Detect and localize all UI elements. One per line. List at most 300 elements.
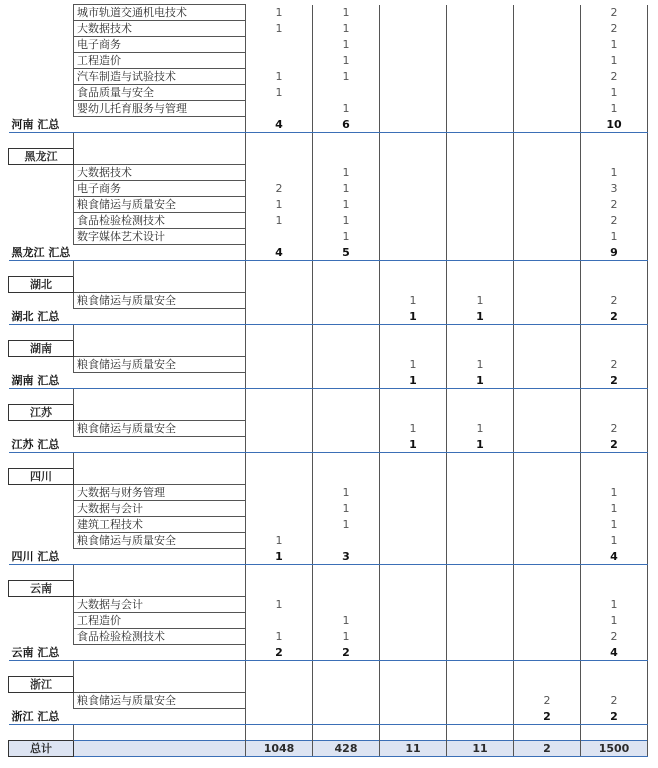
value-cell[interactable] [514, 597, 581, 613]
value-cell[interactable] [447, 613, 514, 629]
value-cell[interactable]: 1 [447, 437, 514, 453]
value-cell[interactable] [514, 405, 581, 421]
major-cell[interactable]: 粮食储运与质量安全 [74, 693, 246, 709]
value-cell[interactable] [514, 725, 581, 741]
province-cell[interactable] [9, 485, 74, 501]
value-cell[interactable] [514, 197, 581, 213]
value-cell[interactable]: 1 [313, 213, 380, 229]
major-cell[interactable]: 建筑工程技术 [74, 517, 246, 533]
province-cell[interactable] [9, 597, 74, 613]
value-cell[interactable] [514, 69, 581, 85]
value-cell[interactable]: 428 [313, 741, 380, 757]
value-cell[interactable] [447, 325, 514, 341]
value-cell[interactable] [380, 197, 447, 213]
value-cell[interactable] [313, 677, 380, 693]
value-cell[interactable]: 2 [581, 629, 648, 645]
value-cell[interactable]: 1 [246, 533, 313, 549]
value-cell[interactable] [380, 549, 447, 565]
value-cell[interactable] [514, 213, 581, 229]
value-cell[interactable]: 1 [581, 613, 648, 629]
value-cell[interactable] [380, 725, 447, 741]
major-cell[interactable]: 大数据技术 [74, 165, 246, 181]
value-cell[interactable]: 1 [581, 501, 648, 517]
value-cell[interactable] [514, 437, 581, 453]
value-cell[interactable]: 1 [313, 69, 380, 85]
value-cell[interactable]: 2 [246, 645, 313, 661]
value-cell[interactable] [447, 261, 514, 277]
province-label[interactable]: 湖北 [9, 277, 74, 293]
value-cell[interactable] [380, 261, 447, 277]
value-cell[interactable]: 9 [581, 245, 648, 261]
province-label[interactable]: 湖南 [9, 341, 74, 357]
grand-total-label[interactable]: 总计 [9, 741, 74, 757]
province-cell[interactable] [9, 725, 74, 741]
value-cell[interactable]: 1 [313, 517, 380, 533]
value-cell[interactable]: 1 [380, 357, 447, 373]
value-cell[interactable] [380, 709, 447, 725]
major-cell[interactable] [74, 325, 246, 341]
value-cell[interactable]: 11 [447, 741, 514, 757]
value-cell[interactable] [447, 181, 514, 197]
major-cell[interactable] [74, 437, 246, 453]
value-cell[interactable]: 1 [313, 197, 380, 213]
value-cell[interactable] [447, 389, 514, 405]
value-cell[interactable] [246, 389, 313, 405]
value-cell[interactable]: 6 [313, 117, 380, 133]
value-cell[interactable]: 1 [313, 629, 380, 645]
major-cell[interactable]: 电子商务 [74, 37, 246, 53]
value-cell[interactable]: 3 [313, 549, 380, 565]
major-cell[interactable] [74, 565, 246, 581]
value-cell[interactable]: 2 [581, 421, 648, 437]
value-cell[interactable] [447, 69, 514, 85]
province-cell[interactable] [9, 533, 74, 549]
province-cell[interactable] [9, 517, 74, 533]
major-cell[interactable] [74, 741, 246, 757]
subtotal-label[interactable]: 浙江 汇总 [9, 709, 74, 725]
province-cell[interactable] [9, 165, 74, 181]
value-cell[interactable] [447, 725, 514, 741]
value-cell[interactable]: 3 [581, 181, 648, 197]
value-cell[interactable] [514, 325, 581, 341]
province-label[interactable]: 云南 [9, 581, 74, 597]
value-cell[interactable] [380, 69, 447, 85]
value-cell[interactable] [313, 277, 380, 293]
value-cell[interactable]: 1 [313, 181, 380, 197]
value-cell[interactable] [447, 405, 514, 421]
value-cell[interactable] [313, 469, 380, 485]
value-cell[interactable] [514, 645, 581, 661]
major-cell[interactable]: 汽车制造与试验技术 [74, 69, 246, 85]
value-cell[interactable] [313, 261, 380, 277]
value-cell[interactable]: 1 [313, 485, 380, 501]
value-cell[interactable] [380, 149, 447, 165]
major-cell[interactable]: 食品检验检测技术 [74, 629, 246, 645]
major-cell[interactable] [74, 453, 246, 469]
value-cell[interactable] [246, 709, 313, 725]
value-cell[interactable] [380, 85, 447, 101]
value-cell[interactable] [246, 437, 313, 453]
value-cell[interactable] [447, 117, 514, 133]
value-cell[interactable] [380, 453, 447, 469]
province-cell[interactable] [9, 613, 74, 629]
value-cell[interactable] [514, 5, 581, 21]
value-cell[interactable] [447, 213, 514, 229]
value-cell[interactable] [313, 437, 380, 453]
value-cell[interactable]: 2 [581, 293, 648, 309]
province-label[interactable]: 江苏 [9, 405, 74, 421]
value-cell[interactable]: 2 [514, 709, 581, 725]
major-cell[interactable] [74, 725, 246, 741]
value-cell[interactable] [514, 21, 581, 37]
value-cell[interactable] [514, 85, 581, 101]
value-cell[interactable]: 1 [246, 69, 313, 85]
value-cell[interactable] [380, 405, 447, 421]
value-cell[interactable]: 2 [581, 213, 648, 229]
value-cell[interactable] [246, 309, 313, 325]
value-cell[interactable] [380, 565, 447, 581]
value-cell[interactable] [514, 469, 581, 485]
value-cell[interactable] [380, 341, 447, 357]
value-cell[interactable] [514, 565, 581, 581]
value-cell[interactable] [246, 485, 313, 501]
subtotal-label[interactable]: 云南 汇总 [9, 645, 74, 661]
major-cell[interactable]: 工程造价 [74, 613, 246, 629]
value-cell[interactable] [581, 341, 648, 357]
value-cell[interactable]: 4 [581, 549, 648, 565]
value-cell[interactable] [313, 133, 380, 149]
value-cell[interactable] [246, 229, 313, 245]
province-cell[interactable] [9, 357, 74, 373]
major-cell[interactable] [74, 261, 246, 277]
value-cell[interactable] [447, 85, 514, 101]
value-cell[interactable] [246, 661, 313, 677]
value-cell[interactable] [380, 245, 447, 261]
value-cell[interactable]: 1 [246, 213, 313, 229]
value-cell[interactable]: 1 [380, 293, 447, 309]
value-cell[interactable]: 1 [313, 501, 380, 517]
value-cell[interactable] [514, 165, 581, 181]
value-cell[interactable]: 2 [581, 5, 648, 21]
value-cell[interactable] [514, 661, 581, 677]
value-cell[interactable] [380, 229, 447, 245]
major-cell[interactable] [74, 245, 246, 261]
value-cell[interactable] [447, 549, 514, 565]
value-cell[interactable]: 1 [246, 597, 313, 613]
value-cell[interactable] [246, 341, 313, 357]
value-cell[interactable]: 2 [581, 69, 648, 85]
value-cell[interactable] [380, 117, 447, 133]
province-cell[interactable] [9, 661, 74, 677]
value-cell[interactable]: 2 [581, 437, 648, 453]
value-cell[interactable]: 2 [514, 741, 581, 757]
value-cell[interactable] [514, 309, 581, 325]
value-cell[interactable] [380, 53, 447, 69]
value-cell[interactable] [380, 501, 447, 517]
major-cell[interactable] [74, 405, 246, 421]
value-cell[interactable]: 4 [246, 117, 313, 133]
value-cell[interactable]: 1 [581, 229, 648, 245]
value-cell[interactable]: 1 [447, 293, 514, 309]
value-cell[interactable] [581, 389, 648, 405]
value-cell[interactable] [514, 501, 581, 517]
value-cell[interactable]: 1 [313, 165, 380, 181]
value-cell[interactable] [380, 645, 447, 661]
value-cell[interactable] [246, 261, 313, 277]
value-cell[interactable] [581, 661, 648, 677]
value-cell[interactable] [246, 37, 313, 53]
province-cell[interactable] [9, 37, 74, 53]
value-cell[interactable] [246, 293, 313, 309]
value-cell[interactable] [380, 5, 447, 21]
value-cell[interactable]: 1 [313, 5, 380, 21]
subtotal-label[interactable]: 黑龙江 汇总 [9, 245, 74, 261]
major-cell[interactable]: 粮食储运与质量安全 [74, 421, 246, 437]
value-cell[interactable] [581, 405, 648, 421]
value-cell[interactable] [447, 341, 514, 357]
value-cell[interactable] [246, 469, 313, 485]
subtotal-label[interactable]: 四川 汇总 [9, 549, 74, 565]
value-cell[interactable]: 2 [581, 197, 648, 213]
value-cell[interactable] [447, 101, 514, 117]
major-cell[interactable] [74, 677, 246, 693]
value-cell[interactable]: 1 [380, 421, 447, 437]
value-cell[interactable] [246, 357, 313, 373]
major-cell[interactable] [74, 373, 246, 389]
major-cell[interactable]: 工程造价 [74, 53, 246, 69]
province-label[interactable]: 浙江 [9, 677, 74, 693]
value-cell[interactable]: 1 [581, 517, 648, 533]
value-cell[interactable] [581, 469, 648, 485]
value-cell[interactable] [581, 581, 648, 597]
subtotal-label[interactable]: 江苏 汇总 [9, 437, 74, 453]
major-cell[interactable] [74, 581, 246, 597]
value-cell[interactable] [313, 597, 380, 613]
value-cell[interactable] [246, 101, 313, 117]
value-cell[interactable]: 1 [246, 197, 313, 213]
province-cell[interactable] [9, 261, 74, 277]
value-cell[interactable] [447, 149, 514, 165]
value-cell[interactable]: 1 [581, 37, 648, 53]
value-cell[interactable] [514, 373, 581, 389]
value-cell[interactable]: 1 [581, 53, 648, 69]
province-label[interactable]: 四川 [9, 469, 74, 485]
value-cell[interactable]: 1 [581, 101, 648, 117]
value-cell[interactable] [447, 645, 514, 661]
value-cell[interactable] [514, 101, 581, 117]
value-cell[interactable] [514, 37, 581, 53]
value-cell[interactable] [581, 453, 648, 469]
value-cell[interactable] [380, 485, 447, 501]
value-cell[interactable] [380, 325, 447, 341]
province-cell[interactable] [9, 101, 74, 117]
value-cell[interactable]: 1 [380, 437, 447, 453]
value-cell[interactable]: 2 [313, 645, 380, 661]
value-cell[interactable] [313, 309, 380, 325]
value-cell[interactable] [246, 277, 313, 293]
value-cell[interactable] [514, 341, 581, 357]
major-cell[interactable]: 数字媒体艺术设计 [74, 229, 246, 245]
province-cell[interactable] [9, 453, 74, 469]
value-cell[interactable] [246, 725, 313, 741]
value-cell[interactable] [313, 725, 380, 741]
value-cell[interactable] [246, 693, 313, 709]
major-cell[interactable] [74, 709, 246, 725]
value-cell[interactable]: 1 [246, 21, 313, 37]
value-cell[interactable] [380, 597, 447, 613]
value-cell[interactable] [380, 101, 447, 117]
province-cell[interactable] [9, 565, 74, 581]
value-cell[interactable]: 2 [581, 373, 648, 389]
value-cell[interactable] [447, 661, 514, 677]
province-cell[interactable] [9, 693, 74, 709]
value-cell[interactable] [514, 613, 581, 629]
province-cell[interactable] [9, 389, 74, 405]
value-cell[interactable] [380, 629, 447, 645]
value-cell[interactable]: 1 [581, 85, 648, 101]
value-cell[interactable]: 1 [581, 165, 648, 181]
province-cell[interactable] [9, 69, 74, 85]
major-cell[interactable]: 婴幼儿托育服务与管理 [74, 101, 246, 117]
value-cell[interactable]: 1 [246, 85, 313, 101]
value-cell[interactable] [447, 581, 514, 597]
value-cell[interactable]: 10 [581, 117, 648, 133]
value-cell[interactable] [246, 421, 313, 437]
value-cell[interactable] [447, 565, 514, 581]
value-cell[interactable]: 2 [246, 181, 313, 197]
value-cell[interactable] [246, 677, 313, 693]
value-cell[interactable] [246, 405, 313, 421]
value-cell[interactable] [313, 373, 380, 389]
value-cell[interactable] [380, 677, 447, 693]
value-cell[interactable] [514, 357, 581, 373]
major-cell[interactable]: 大数据与会计 [74, 597, 246, 613]
value-cell[interactable] [514, 245, 581, 261]
major-cell[interactable] [74, 149, 246, 165]
value-cell[interactable] [246, 53, 313, 69]
value-cell[interactable] [581, 277, 648, 293]
value-cell[interactable] [514, 549, 581, 565]
value-cell[interactable] [246, 165, 313, 181]
value-cell[interactable] [380, 613, 447, 629]
value-cell[interactable] [313, 85, 380, 101]
value-cell[interactable] [380, 213, 447, 229]
value-cell[interactable] [581, 133, 648, 149]
value-cell[interactable]: 1 [246, 549, 313, 565]
major-cell[interactable]: 电子商务 [74, 181, 246, 197]
value-cell[interactable] [313, 709, 380, 725]
value-cell[interactable] [447, 53, 514, 69]
province-label[interactable]: 黑龙江 [9, 149, 74, 165]
value-cell[interactable] [313, 565, 380, 581]
value-cell[interactable] [246, 517, 313, 533]
value-cell[interactable] [380, 469, 447, 485]
value-cell[interactable]: 1 [313, 101, 380, 117]
value-cell[interactable]: 2 [581, 709, 648, 725]
province-cell[interactable] [9, 213, 74, 229]
value-cell[interactable] [581, 325, 648, 341]
value-cell[interactable] [313, 693, 380, 709]
value-cell[interactable] [380, 181, 447, 197]
value-cell[interactable] [246, 565, 313, 581]
value-cell[interactable] [447, 453, 514, 469]
value-cell[interactable] [313, 325, 380, 341]
value-cell[interactable] [514, 533, 581, 549]
value-cell[interactable]: 1 [447, 421, 514, 437]
value-cell[interactable] [447, 37, 514, 53]
value-cell[interactable]: 1 [313, 37, 380, 53]
major-cell[interactable]: 食品质量与安全 [74, 85, 246, 101]
value-cell[interactable] [447, 5, 514, 21]
value-cell[interactable] [313, 389, 380, 405]
value-cell[interactable] [514, 453, 581, 469]
value-cell[interactable] [380, 389, 447, 405]
value-cell[interactable] [313, 149, 380, 165]
value-cell[interactable]: 1 [380, 309, 447, 325]
value-cell[interactable] [514, 517, 581, 533]
value-cell[interactable] [447, 629, 514, 645]
value-cell[interactable]: 1 [313, 21, 380, 37]
province-cell[interactable] [9, 293, 74, 309]
value-cell[interactable]: 1 [380, 373, 447, 389]
value-cell[interactable] [313, 533, 380, 549]
value-cell[interactable] [514, 229, 581, 245]
value-cell[interactable] [380, 517, 447, 533]
value-cell[interactable]: 1 [447, 357, 514, 373]
value-cell[interactable] [246, 613, 313, 629]
value-cell[interactable] [447, 197, 514, 213]
value-cell[interactable] [313, 661, 380, 677]
value-cell[interactable] [514, 293, 581, 309]
major-cell[interactable] [74, 661, 246, 677]
value-cell[interactable] [581, 677, 648, 693]
value-cell[interactable] [514, 133, 581, 149]
province-cell[interactable] [9, 181, 74, 197]
province-cell[interactable] [9, 53, 74, 69]
value-cell[interactable] [380, 661, 447, 677]
value-cell[interactable] [514, 181, 581, 197]
value-cell[interactable] [514, 389, 581, 405]
value-cell[interactable] [246, 501, 313, 517]
major-cell[interactable] [74, 133, 246, 149]
major-cell[interactable]: 大数据与会计 [74, 501, 246, 517]
major-cell[interactable] [74, 341, 246, 357]
value-cell[interactable] [380, 37, 447, 53]
major-cell[interactable] [74, 645, 246, 661]
value-cell[interactable]: 4 [246, 245, 313, 261]
value-cell[interactable]: 1 [447, 373, 514, 389]
province-cell[interactable] [9, 325, 74, 341]
subtotal-label[interactable]: 湖北 汇总 [9, 309, 74, 325]
major-cell[interactable] [74, 309, 246, 325]
value-cell[interactable] [313, 453, 380, 469]
value-cell[interactable] [246, 325, 313, 341]
value-cell[interactable] [447, 677, 514, 693]
value-cell[interactable] [380, 693, 447, 709]
value-cell[interactable] [514, 117, 581, 133]
value-cell[interactable]: 1 [581, 485, 648, 501]
value-cell[interactable] [514, 629, 581, 645]
value-cell[interactable] [447, 21, 514, 37]
value-cell[interactable] [514, 485, 581, 501]
value-cell[interactable] [447, 133, 514, 149]
value-cell[interactable] [313, 341, 380, 357]
value-cell[interactable] [246, 149, 313, 165]
value-cell[interactable] [313, 405, 380, 421]
value-cell[interactable] [447, 277, 514, 293]
value-cell[interactable]: 1 [581, 533, 648, 549]
province-cell[interactable] [9, 629, 74, 645]
